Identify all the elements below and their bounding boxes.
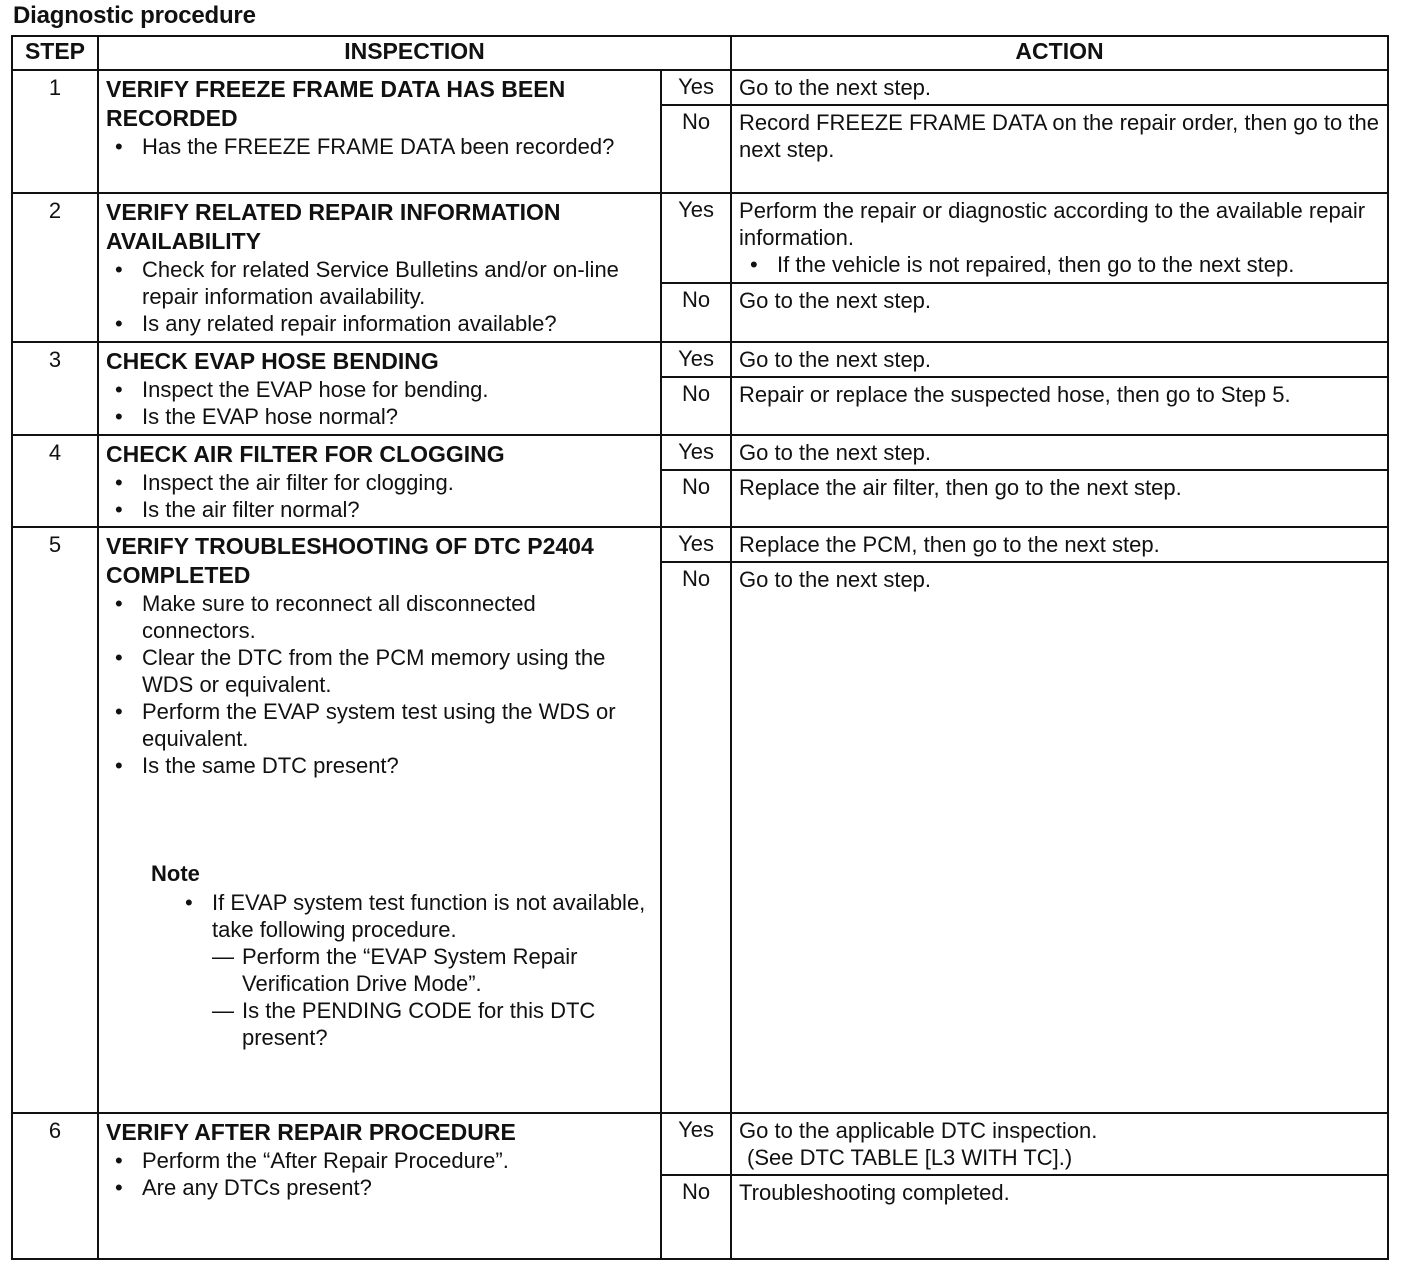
no-action: Go to the next step.	[731, 283, 1388, 342]
table-header-row	[12, 36, 1388, 70]
page-title: Diagnostic procedure	[13, 2, 256, 29]
inspection-bullet: • Perform the EVAP system test using the WDS or equivalent.	[142, 698, 654, 752]
inspection-bullet: • Has the FREEZE FRAME DATA been recorded?	[142, 133, 654, 160]
inspection-bullet: • Perform the “After Repair Procedure”.	[142, 1147, 654, 1174]
step-number: 1	[12, 70, 98, 193]
yes-label: Yes	[661, 70, 731, 105]
inspection-title: CHECK EVAP HOSE BENDING	[106, 348, 439, 375]
inspection-bullet: • Inspect the air filter for clogging.	[142, 469, 654, 496]
yes-label: Yes	[661, 193, 731, 283]
inspection-title: VERIFY AFTER REPAIR PROCEDURE	[106, 1118, 516, 1145]
inspection-cell	[98, 1113, 661, 1259]
inspection-bullet: • Is the EVAP hose normal?	[142, 403, 654, 430]
note-bullet	[212, 889, 654, 1051]
no-label: No	[661, 283, 731, 342]
inspection-cell	[98, 193, 661, 342]
step-number: 5	[12, 527, 98, 1113]
table-row	[12, 70, 1388, 105]
no-action: Replace the air filter, then go to the next step.	[731, 470, 1388, 527]
table-row	[12, 435, 1388, 470]
inspection-bullet: • Is the air filter normal?	[142, 496, 654, 523]
no-action: Record FREEZE FRAME DATA on the repair order, then go to the next step.	[731, 105, 1388, 193]
table-row	[12, 342, 1388, 377]
dtc-table-reference: (See DTC TABLE [L3 WITH TC].)	[747, 1144, 1073, 1170]
yes-action-cell	[731, 193, 1388, 283]
yes-label: Yes	[661, 342, 731, 377]
no-action: Repair or replace the suspected hose, then go to Step 5.	[731, 377, 1388, 434]
step-number: 3	[12, 342, 98, 434]
inspection-bullet: • Are any DTCs present?	[142, 1174, 654, 1201]
yes-action: Go to the applicable DTC inspection.	[739, 1117, 1098, 1143]
inspection-cell	[98, 70, 661, 193]
inspection-title: VERIFY FREEZE FRAME DATA HAS BEEN RECORDED	[106, 76, 566, 131]
step-number: 6	[12, 1113, 98, 1259]
note-block	[106, 859, 654, 1051]
inspection-cell	[98, 342, 661, 434]
inspection-bullet: • Is any related repair information available?	[142, 310, 654, 337]
table-row	[12, 193, 1388, 283]
inspection-cell	[98, 527, 661, 1113]
step-number: 4	[12, 435, 98, 527]
yes-action-cell	[731, 1113, 1388, 1175]
yes-action: Replace the PCM, then go to the next step.	[731, 527, 1388, 562]
yes-label: Yes	[661, 1113, 731, 1175]
step-number: 2	[12, 193, 98, 342]
yes-action-bullet: • If the vehicle is not repaired, then go to the next step.	[777, 251, 1381, 278]
yes-action: Go to the next step.	[731, 435, 1388, 470]
no-action: Troubleshooting completed.	[731, 1175, 1388, 1259]
no-label: No	[661, 562, 731, 1113]
note-dash-item: — Perform the “EVAP System Repair Verification Drive Mode”.	[242, 943, 654, 997]
yes-action: Perform the repair or diagnostic according to the available repair information.	[739, 198, 1366, 251]
note-bullet-text: If EVAP system test function is not available, take following procedure.	[212, 889, 646, 942]
note-title: Note	[151, 860, 200, 886]
inspection-bullet: • Inspect the EVAP hose for bending.	[142, 376, 654, 403]
no-action: Go to the next step.	[731, 562, 1388, 1113]
no-label: No	[661, 470, 731, 527]
inspection-cell	[98, 435, 661, 527]
inspection-title: VERIFY RELATED REPAIR INFORMATION AVAILABILITY	[106, 199, 561, 255]
no-label: No	[661, 105, 731, 193]
inspection-bullet: • Clear the DTC from the PCM memory using the WDS or equivalent.	[142, 644, 654, 698]
inspection-title: CHECK AIR FILTER FOR CLOGGING	[106, 440, 505, 467]
inspection-bullet: • Check for related Service Bulletins and/or on-line repair information availability.	[142, 256, 654, 310]
yes-label: Yes	[661, 435, 731, 470]
header-step: STEP	[12, 36, 98, 70]
yes-action: Go to the next step.	[731, 70, 1388, 105]
inspection-bullet: • Is the same DTC present?	[142, 752, 654, 779]
table-row	[12, 527, 1388, 562]
note-dash-item: — Is the PENDING CODE for this DTC present?	[242, 997, 654, 1051]
header-inspection: INSPECTION	[98, 36, 731, 70]
yes-label: Yes	[661, 527, 731, 562]
inspection-title: VERIFY TROUBLESHOOTING OF DTC P2404 COMPLETED	[106, 532, 594, 588]
table-row	[12, 1113, 1388, 1175]
header-action: ACTION	[731, 36, 1388, 70]
no-label: No	[661, 1175, 731, 1259]
no-label: No	[661, 377, 731, 434]
diagnostic-procedure-table	[11, 35, 1389, 1260]
inspection-bullet: • Make sure to reconnect all disconnected connectors.	[142, 590, 654, 644]
yes-action: Go to the next step.	[731, 342, 1388, 377]
